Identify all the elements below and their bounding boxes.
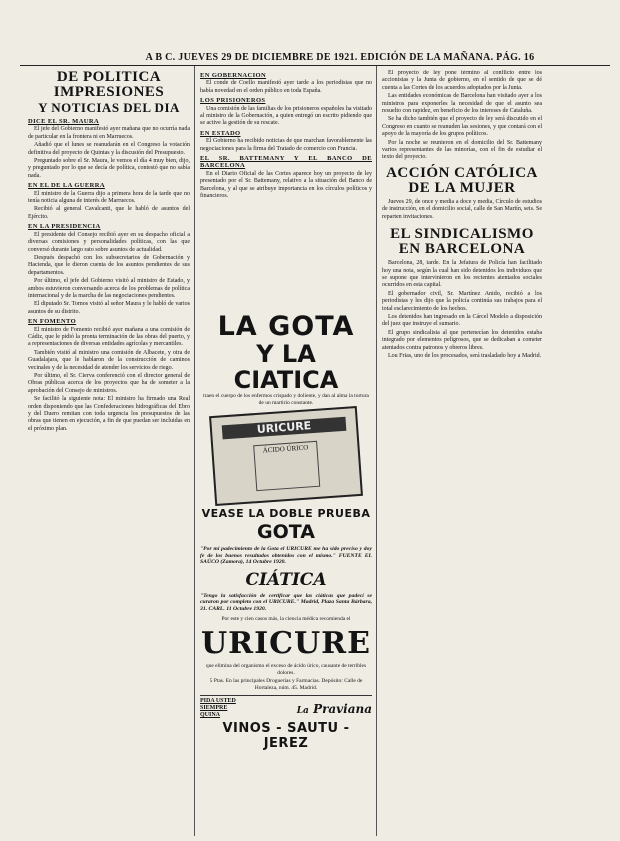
paragraph: Se ha dicho también que el proyecto de ley será discutido en el Congreso en cuanto se reanuden las sesiones, y que contará con el apoyo de la mayoría de los grupos políticos. (382, 116, 542, 138)
paragraph: Una comisión de las familias de los prisioneros españoles ha visitado al ministro de la Gobernación, a quien entregó un escrito pidiendo que se active la gestión de su rescate. (200, 105, 372, 127)
paragraph: El presidente del Consejo recibió ayer en su despacho oficial a diversas comisiones y personalidades políticas, con las que conversó durante largo rato sobre asuntos de actualidad. (28, 231, 190, 253)
paragraph: Por último, el jefe del Gobierno visitó al ministro de Estado, y ambos estuvieron conversando acerca de los problemas de política internacional y de la marcha de las negociaciones pendientes. (28, 278, 190, 299)
paragraph: El jefe del Gobierno manifestó ayer mañana que no ocurría nada de particular en la frontera ni en Marruecos. (28, 126, 190, 140)
section-head: LOS PRISIONEROS (200, 97, 266, 105)
paragraph: Añadió que el lunes se reanudarán en el Congreso la votación definitiva del proyecto de Quintas y la discusión del Presupuesto. (28, 142, 190, 156)
ad-text: Por este y cien casos más, la ciencia médica recomienda el (221, 615, 351, 622)
paragraph: Por último, el Sr. Cierva conferenció con el director general de Obras públicas acerca de los proyectos que ha de someter a la aprobación del Consejo de ministros. (28, 373, 190, 394)
paragraph: El ministro de Fomento recibió ayer mañana a una comisión de Cádiz, que le pidió la pronta terminación de las obras del puerto, y a representaciones de diversas entidades agrícolas y mercantiles. (28, 326, 190, 348)
ad-headline: Y LA CIATICA (233, 340, 339, 394)
headline-politica: DE POLITICA IMPRESIONES Y NOTICIAS DEL DIA (38, 70, 180, 115)
paragraph: Se facilitó la siguiente nota: El ministro ha firmado una Real orden disponiendo que las Confederaciones hidrográficas del Ebro y del Duero remitan con toda urgencia los presupuestos de las obras que tienen en ejecución, a fin de que puedan ser incluidas en el próximo plan. (28, 396, 190, 432)
section-head: EN FOMENTO (28, 318, 77, 326)
product-box-label: ÁCIDO ÚRICO (253, 441, 320, 491)
page-header: A B C. JUEVES 29 DE DICIEMBRE DE 1921. EDICIÓN DE LA MAÑANA. PÁG. 16 (145, 52, 535, 63)
column-divider (376, 66, 377, 836)
ad-text: traen el cuerpo de los enfermos crispado y doliente, y dan al alma la tortura de un martirio constante. (203, 393, 369, 406)
ad-footer (200, 695, 372, 719)
paragraph: Recibió al general Cavalcanti, que le habló de asuntos del Ejército. (28, 206, 190, 220)
paragraph: En el Diario Oficial de las Cortes aparece hoy un proyecto de ley presentado por el Sr. Battemany, relativo a la situación del Banco de Barcelona, y al que se atribuye importancia en los círculos políticos y financieros. (200, 170, 372, 200)
ad-brand: URICURE (201, 626, 371, 662)
paragraph: También visitó al ministro una comisión de Albacete, y otra de Guadalajara, que le hablaron de la construcción de caminos vecinales y de la necesidad de atender los servicios de riego. (28, 349, 190, 371)
paragraph: El proyecto de ley pone término al conflicto entre los accionistas y la Junta de gobierno, en el sentido de que se dé cuenta a las Cortes de los acuerdos adoptados por la Junta. (382, 70, 542, 91)
paragraph: Después despachó con los subsecretarios de Gobernación y Hacienda, que le dieron cuenta de los asuntos pendientes de sus departamentos. (28, 254, 190, 276)
paragraph: El ministro de la Guerra dijo a primera hora de la tarde que no tenía noticia alguna de interés de Marruecos. (28, 190, 190, 205)
paragraph: Por la noche se reunieron en el domicilio del Sr. Battemany varios representantes de las minorías, con el fin de estudiar el texto del proyecto. (382, 139, 542, 161)
product-box-brand: URICURE (222, 417, 347, 440)
paragraph: Los detenidos han ingresado en la Cárcel Modelo a disposición del juez que instruye el sumario. (382, 313, 542, 328)
section-head: EN ESTADO (200, 129, 241, 137)
column-2 (200, 70, 372, 308)
section-head: EN LA PRESIDENCIA (28, 223, 101, 231)
paragraph: El Gobierno ha recibido noticias de que marchan favorablemente las negociaciones para la firma del Tratado de comercio con Francia. (200, 138, 372, 152)
paragraph: Jueves 29, de once y media a doce y media, Círculo de estudios de instrucción, en el domicilio social, calle de San Martín, seis. Se reparten invitaciones. (382, 198, 542, 220)
column-3 (382, 70, 542, 836)
section-head: EN EL DE LA GUERRA (28, 182, 105, 190)
ad-text: que elimina del organismo el exceso de ácido úrico, causante de terribles dolores. (205, 663, 367, 676)
ad-praviana: La Praviana (296, 701, 372, 716)
ad-gota-heading: GOTA (257, 521, 315, 543)
headline-accion-catolica: ACCIÓN CATÓLICA DE LA MUJER (386, 164, 538, 196)
paragraph: Las entidades económicas de Barcelona han visitado ayer a los ministros para exponerles la necesidad de que el asunto sea resuelto con rapidez, en beneficio de los intereses de Cataluña. (382, 93, 542, 115)
section-head: EN GOBERNACION (200, 72, 267, 79)
section-head: EL SR. BATTEMANY Y EL BANCO DE BARCELONA (200, 155, 372, 170)
column-1 (28, 70, 190, 836)
ad-ciatica-heading: CIÁTICA (245, 569, 327, 590)
ad-subheading: VEASE LA DOBLE PRUEBA (201, 507, 371, 520)
paragraph: El gobernador civil, Sr. Martínez Anido, recibió a los periodistas y les dijo que la policía continúa sus trabajos para el total esclarecimiento de los hechos. (382, 290, 542, 312)
ad-text: 5 Ptas. En las principales Droguerías y Farmacias. Depósito: Calle de Hortaleza, núm. 45. Madrid. (209, 678, 363, 691)
ad-testimonial: "Tengo la satisfacción de certificar que las ciáticas que padecí se curaron por completo con el URICURE." Madrid, Plaza Santa Bárbara, 31. CARL. 11 Octubre 1920. (200, 592, 372, 612)
column-divider (194, 66, 195, 836)
paragraph: Barcelona, 28, tarde. En la Jefatura de Policía han facilitado hoy una nota, según la cual han sido detenidos los individuos que se supone que intervinieron en los recientes atentados sociales ocurridos en esta capital. (382, 260, 542, 289)
product-box-illustration (209, 406, 363, 506)
paragraph: El grupo sindicalista al que pertenecían los detenidos estaba integrado por elementos peligrosos, que se dedicaban a cometer atentados contra patronos y obreros libres. (382, 329, 542, 351)
paragraph: El diputado Sr. Tornos visitó al señor Maura y le habló de varios asuntos de su distrito. (28, 301, 190, 315)
paragraph: El conde de Coello manifestó ayer tarde a los periodistas que no había novedad en el orden público en toda España. (200, 80, 372, 94)
ad-testimonial: "Por mi padecimiento de la Gota el URICURE me ha sido preciso y doy fe de los buenos resultados obtenidos con el mismo." FUENTE EL SAÚCO (Zamora), 14 Octubre 1920. (200, 546, 372, 566)
paragraph: Preguntado sobre el Sr. Maura, le vemos el día 4 muy bien, dijo, y preguntado por lo que se decía de política, contestó que no sabía nada. (28, 158, 190, 179)
ad-vinos: VINOS - SAUTU - JEREZ (222, 721, 350, 752)
header-rule (20, 65, 610, 66)
ad-headline: LA GOTA (217, 312, 355, 342)
paragraph: Lou Frias, uno de los procesados, será trasladado hoy a Madrid. (388, 352, 542, 359)
byline: DICE EL SR. MAURA (28, 118, 100, 125)
headline-sindicalismo: EL SINDICALISMO EN BARCELONA (390, 226, 534, 258)
ad-pide-text: PIDA USTED SIEMPRE QUINA (200, 698, 236, 719)
uricure-advertisement (200, 312, 372, 840)
